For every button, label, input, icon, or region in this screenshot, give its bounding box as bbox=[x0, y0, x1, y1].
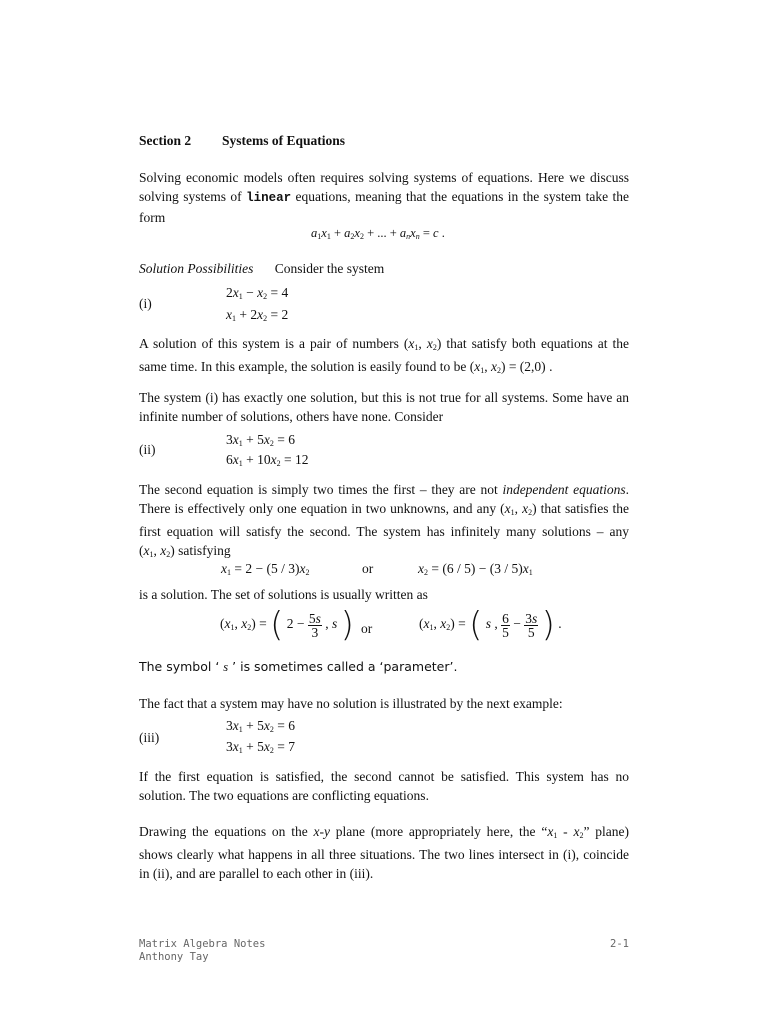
system-iii-eq2: $3x_1 + 5x_2 = 7$ bbox=[226, 739, 295, 755]
section-title: Systems of Equations bbox=[222, 133, 346, 148]
pair-x1-x2-c: ($x_1$, $x_2$) bbox=[139, 543, 175, 559]
intro-text-1: Solving economic models often requires solving systems of equations. Here we discuss solving systems of bbox=[139, 170, 629, 204]
set-paragraph: is a solution. The set of solutions is usually written as bbox=[139, 587, 428, 602]
drawing-text-1: Drawing the equations on the bbox=[139, 824, 314, 839]
page-number: 2-1 bbox=[610, 938, 629, 950]
parametric-solution-1: ($x_1$, $x_2$) = ( 2 − $\frac{5s}{3}$ , s ) bbox=[220, 605, 354, 645]
general-linear-equation: $a_1x_1 + a_2x_2$ + ... + $a_nx_n = c$ . bbox=[311, 226, 445, 241]
second-text-3: that satisfies the first equation will satisfy the second. The system has infinitely many solutions – any bbox=[139, 501, 630, 539]
intro-paragraph bbox=[139, 168, 629, 227]
system-iii-label: (iii) bbox=[139, 730, 160, 745]
solution-possibilities bbox=[139, 261, 384, 277]
solution-eq-x1: $x_1 = 2 - (5 / 3)x_2$ bbox=[221, 561, 310, 577]
system-ii-eq1: $3x_1 + 5x_2 = 6$ bbox=[226, 432, 295, 448]
conflict-paragraph: If the first equation is satisfied, the second cannot be satisfied. This system has no solution. The two equations are conflicting equations. bbox=[139, 769, 629, 803]
no-solution-paragraph: The fact that a system may have no solution is illustrated by the next example: bbox=[139, 696, 563, 711]
or-text-1: or bbox=[362, 561, 374, 576]
system-i-eq2: $x_1 + 2x_2 = 2$ bbox=[226, 307, 289, 323]
x1-x2-plane: $x_1 - x_2$ bbox=[547, 824, 584, 840]
section-number: Section 2 bbox=[139, 133, 192, 148]
symbol-text-2: ’ is sometimes called a ‘parameter’. bbox=[232, 659, 458, 674]
xy-italic: x-y bbox=[313, 824, 330, 839]
or-text-2: or bbox=[361, 621, 373, 636]
system-iii-eq1: $3x_1 + 5x_2 = 6$ bbox=[226, 718, 295, 734]
footer-title: Matrix Algebra Notes bbox=[139, 938, 266, 950]
pair-x1-x2: ($x_1$, $x_2$) bbox=[403, 336, 442, 352]
independent-equations-italic: independent equations bbox=[502, 482, 626, 497]
solution-value: ($x_1$, $x_2) = (2,0)$ bbox=[469, 359, 546, 375]
intro-code-linear: linear bbox=[246, 191, 292, 205]
parametric-solution-2: ($x_1$, $x_2$) = ( s , $\frac{6}{5}$ − $\frac{3s}{5}$ ) . bbox=[419, 605, 562, 645]
solution-paragraph: A solution of this system is a pair of numbers ($x_1$, $x_2$) that satisfy both equations at the same time. In this example, the solution is easily found to be ($x_1$, $x_2) = (2,0)$ . bbox=[139, 336, 630, 375]
solution-possibilities-label: Solution Possibilities bbox=[139, 261, 254, 276]
symbol-text-1: The symbol ‘ bbox=[139, 659, 220, 674]
second-text-1: The second equation is simply two times the first – they are not bbox=[139, 482, 503, 497]
solution-eq-x2: $x_2 = (6 / 5) - (3 / 5)x_1$ bbox=[418, 561, 533, 577]
drawing-text-3: ” plane) shows clearly what happens in all three situations. The two lines intersect in (i), coincide in (ii), and are parallel to each other in (iii). bbox=[139, 824, 629, 881]
solution-text-1: A solution of this system is a pair of numbers bbox=[139, 336, 399, 351]
second-text-2: . There is effectively only one equation in two unknowns, and any bbox=[139, 482, 629, 516]
second-equation-paragraph bbox=[139, 480, 629, 564]
system-i-eq1: $2x_1 - x_2 = 4$ bbox=[226, 285, 289, 301]
drawing-text-2: plane (more appropriately here, the “ bbox=[329, 824, 548, 839]
pair-x1-x2-b: ($x_1$, $x_2$) bbox=[500, 501, 537, 517]
solution-text-2: that satisfy both equations at the same time. In this example, the solution is easily found to be bbox=[139, 336, 630, 374]
intro-text-2: equations, meaning that the equations in the system take the form bbox=[139, 189, 630, 225]
footer bbox=[139, 938, 265, 964]
section-heading bbox=[139, 133, 346, 149]
symbol-parameter-sentence: The symbol ‘ s ’ is sometimes called a ‘parameter’. bbox=[139, 659, 458, 674]
second-text-4: satisfying bbox=[178, 543, 231, 558]
drawing-paragraph bbox=[139, 822, 629, 883]
system-ii-eq2: $6x_1 + 10x_2 = 12$ bbox=[226, 452, 309, 468]
solution-possibilities-text: Consider the system bbox=[274, 261, 385, 276]
system-i-paragraph: The system (i) has exactly one solution, but this is not true for all systems. Some have an infinite number of solutions, others have none. Consider bbox=[139, 390, 629, 424]
system-i-label: (i) bbox=[139, 296, 152, 311]
footer-author: Anthony Tay bbox=[139, 951, 209, 963]
system-ii-label: (ii) bbox=[139, 442, 156, 457]
